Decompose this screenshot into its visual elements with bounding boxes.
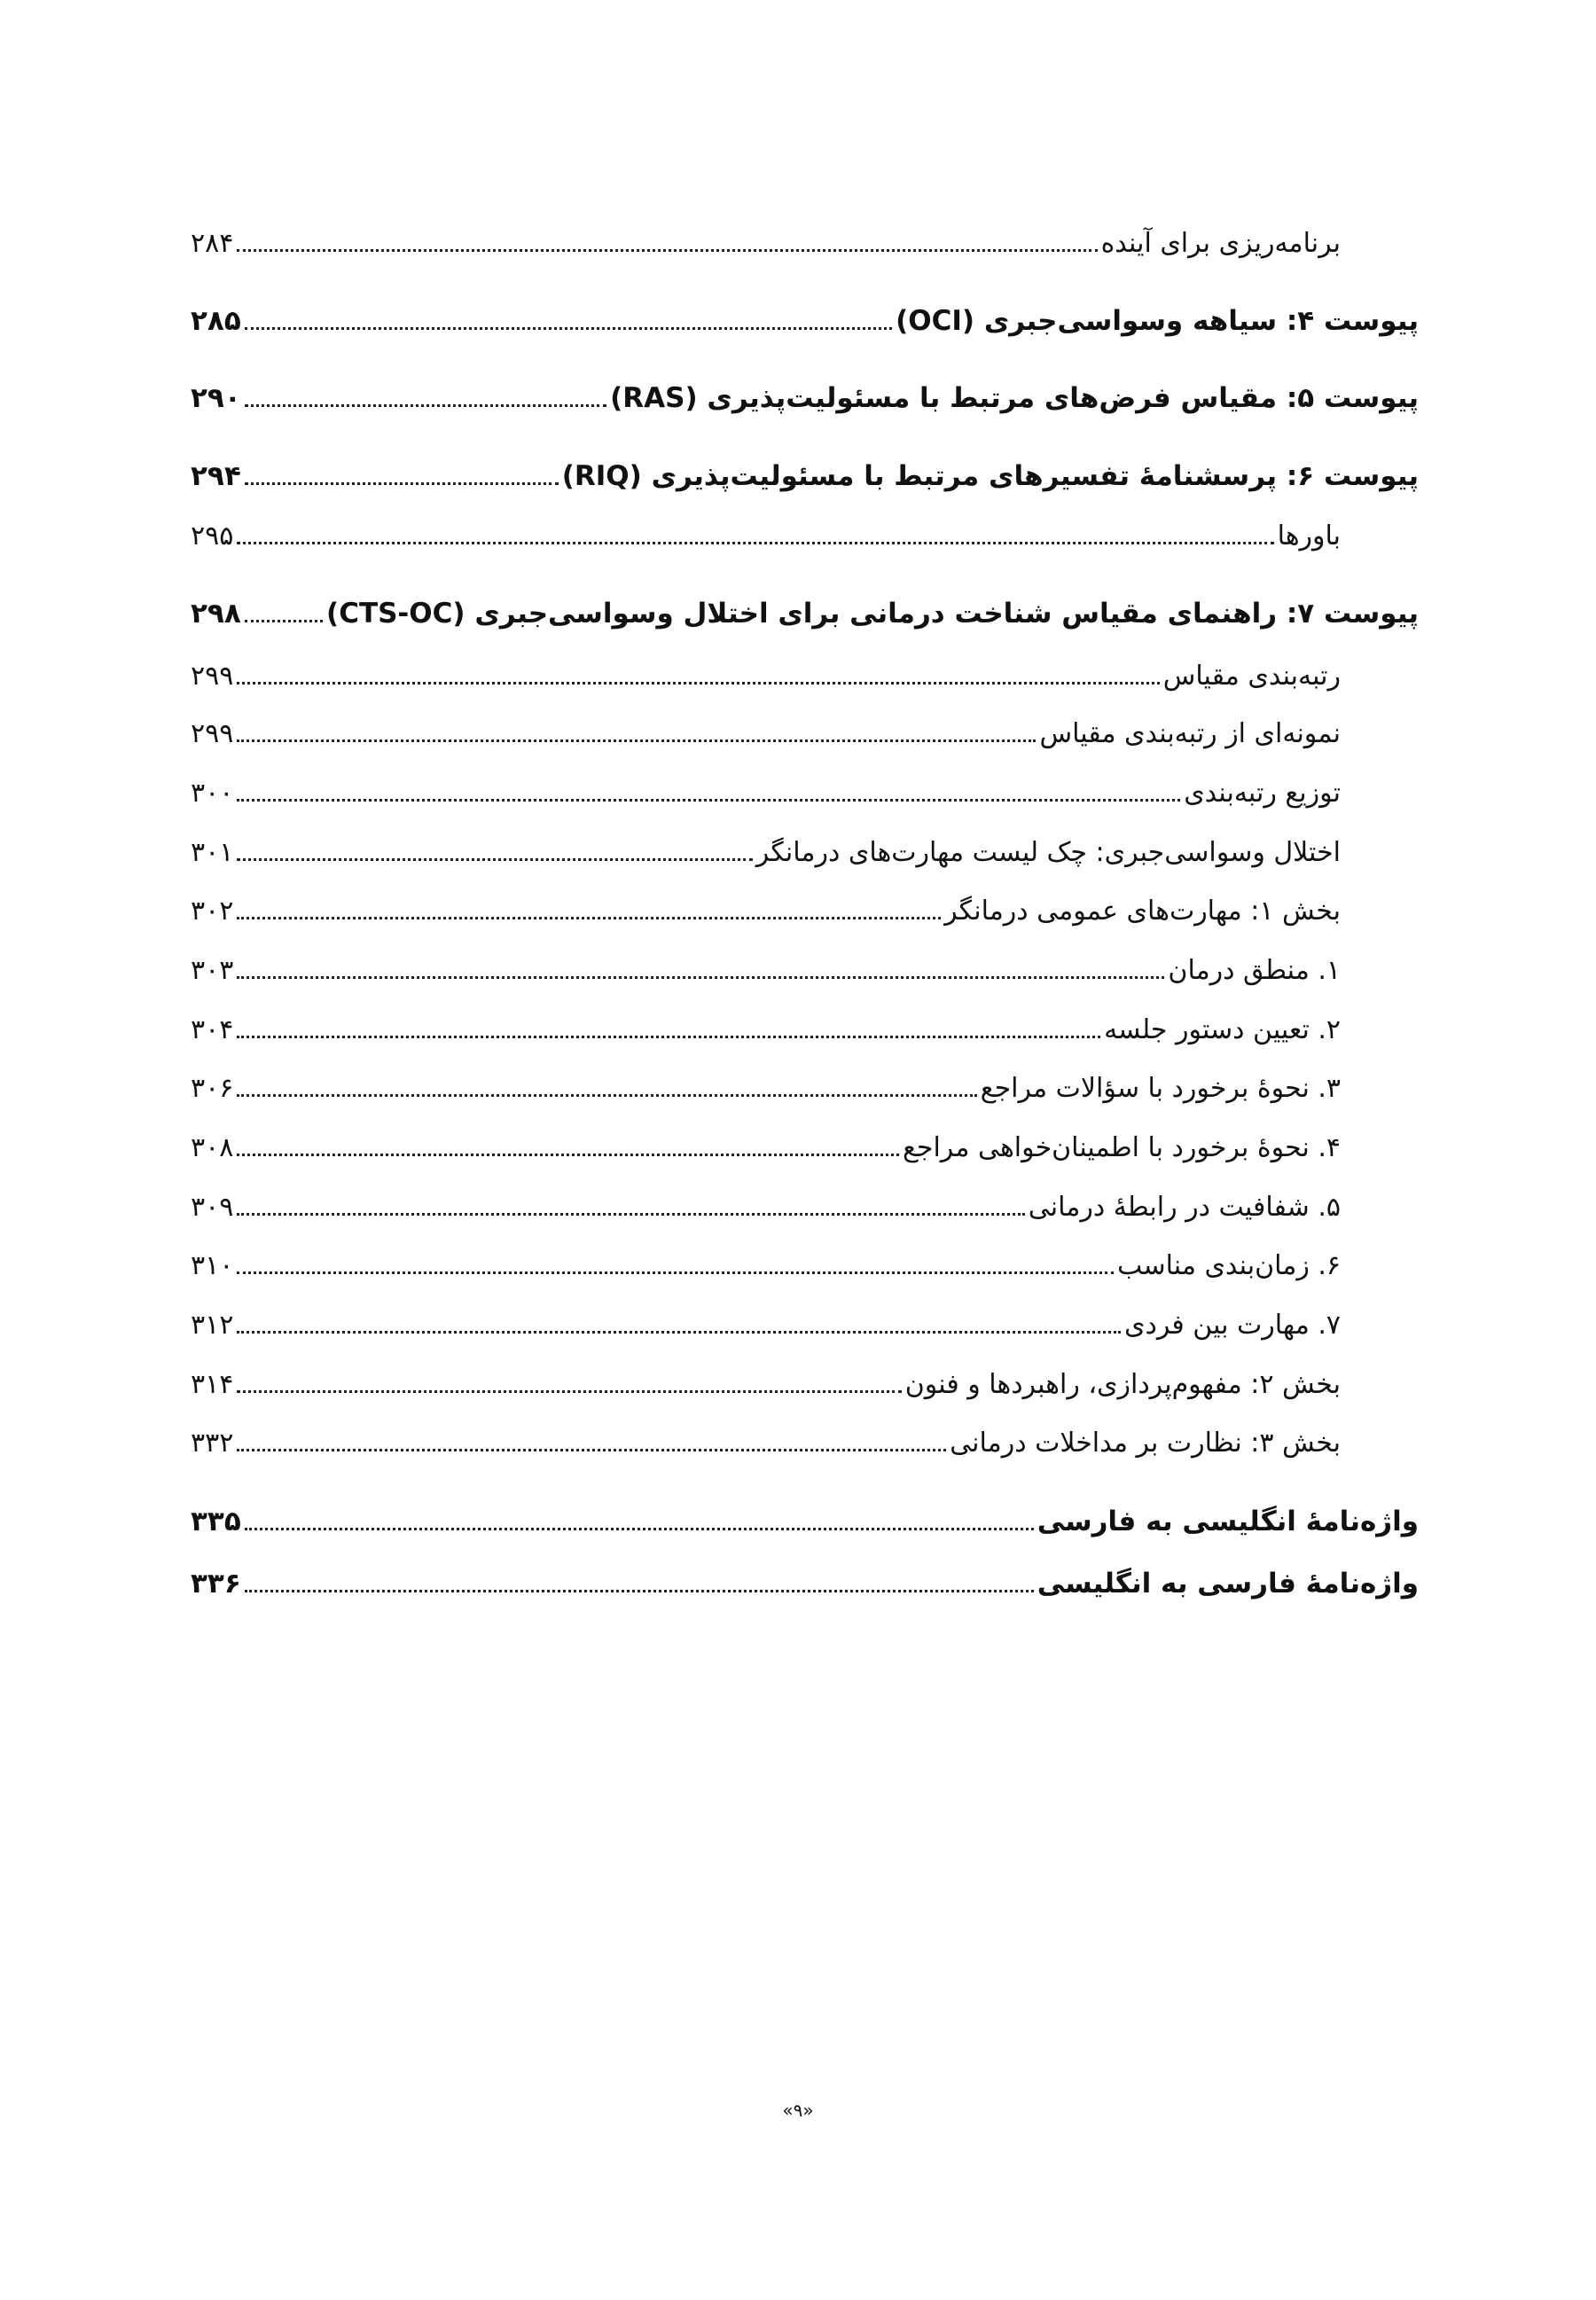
toc-entry[interactable] xyxy=(191,1295,1341,1339)
toc-entry-title: برنامه‌ریزی برای آینده xyxy=(1100,228,1341,259)
toc-entry[interactable] xyxy=(191,1412,1341,1457)
toc-entry[interactable] xyxy=(191,1354,1341,1398)
dot-leader xyxy=(237,858,752,861)
toc-entry[interactable] xyxy=(191,368,1419,412)
toc-entry-page: ۲۹۹ xyxy=(191,718,234,749)
toc-entry-title: رتبه‌بندی مقیاس xyxy=(1162,661,1341,692)
toc-entry-title: توزیع رتبه‌بندی xyxy=(1184,778,1341,809)
toc-entry-page: ۳۰۱ xyxy=(191,837,234,868)
dot-leader xyxy=(237,799,1180,802)
toc-entry-page: ۳۰۰ xyxy=(191,778,234,809)
toc-entry[interactable] xyxy=(191,880,1341,925)
toc-entry[interactable] xyxy=(191,446,1419,490)
toc-entry-page: ۲۸۵ xyxy=(191,305,241,337)
toc-entry[interactable] xyxy=(191,1235,1341,1279)
toc-entry-page: ۳۳۵ xyxy=(191,1506,241,1537)
dot-leader xyxy=(237,682,1159,685)
toc-entry-page: ۲۹۰ xyxy=(191,382,241,414)
toc-entry-title: ۶. زمان‌بندی مناسب xyxy=(1117,1250,1341,1281)
dot-leader xyxy=(245,620,323,622)
toc-entry-title: باورها xyxy=(1277,520,1341,552)
dot-leader xyxy=(245,1590,1034,1592)
toc-entry[interactable] xyxy=(191,1553,1419,1598)
toc-entry[interactable] xyxy=(191,1491,1419,1536)
toc-entry-title: ۴. نحوهٔ برخورد با اطمینان‌خواهی مراجع xyxy=(902,1132,1341,1163)
toc-entry-title: ۵. شفافیت در رابطهٔ درمانی xyxy=(1028,1192,1341,1223)
toc-entry-page: ۳۰۲ xyxy=(191,896,234,927)
dot-leader xyxy=(245,1528,1034,1530)
toc-entry[interactable] xyxy=(191,1058,1341,1102)
dot-leader xyxy=(237,1036,1100,1038)
toc-entry[interactable] xyxy=(191,505,1341,550)
toc-entry-title: اختلال وسواسی‌جبری: چک لیست مهارت‌های درمانگر xyxy=(755,837,1341,868)
toc-entry-page: ۲۹۵ xyxy=(191,520,234,552)
toc-entry-title: ۲. تعیین دستور جلسه xyxy=(1104,1014,1341,1045)
toc-entry-title: ۷. مهارت بین فردی xyxy=(1123,1310,1341,1341)
dot-leader xyxy=(237,739,1036,742)
toc-entry[interactable] xyxy=(191,1117,1341,1162)
toc-entry[interactable] xyxy=(191,822,1341,866)
dot-leader xyxy=(237,1154,899,1156)
dot-leader xyxy=(237,1271,1114,1274)
dot-leader xyxy=(237,542,1273,544)
toc-entry[interactable] xyxy=(191,703,1341,747)
dot-leader xyxy=(237,1094,976,1097)
toc-entry-title: پیوست ۷: راهنمای مقیاس شناخت درمانی برای اختلال وسواسی‌جبری (CTS-OC) xyxy=(326,598,1419,630)
dot-leader xyxy=(237,976,1164,979)
toc-entry-title: واژه‌نامهٔ انگلیسی به فارسی xyxy=(1037,1506,1419,1537)
toc-entry-page: ۳۱۰ xyxy=(191,1250,234,1281)
dot-leader xyxy=(237,1390,901,1393)
toc-entry-title: پیوست ۴: سیاهه وسواسی‌جبری (OCI) xyxy=(896,305,1419,337)
toc-entry[interactable] xyxy=(191,999,1341,1044)
toc-entry-page: ۲۹۹ xyxy=(191,661,234,692)
dot-leader xyxy=(237,1213,1024,1216)
toc-entry-title: ۳. نحوهٔ برخورد با سؤالات مراجع xyxy=(980,1073,1341,1104)
dot-leader xyxy=(245,482,559,485)
toc-entry[interactable] xyxy=(191,291,1419,335)
toc-entry-page: ۳۰۳ xyxy=(191,955,234,986)
toc-entry[interactable] xyxy=(191,940,1341,984)
toc-entry[interactable] xyxy=(191,763,1341,807)
toc-entry-page: ۳۰۴ xyxy=(191,1014,234,1045)
dot-leader xyxy=(245,404,606,407)
toc-entry-title: بخش ۱: مهارت‌های عمومی درمانگر xyxy=(944,896,1341,927)
toc-entry-title: نمونه‌ای از رتبه‌بندی مقیاس xyxy=(1039,718,1341,749)
toc-entry-page: ۳۱۲ xyxy=(191,1310,234,1341)
dot-leader xyxy=(237,1331,1121,1334)
dot-leader xyxy=(237,1449,946,1451)
dot-leader xyxy=(237,917,941,919)
toc-entry-page: ۳۱۴ xyxy=(191,1369,234,1400)
toc-entry-page: ۳۳۶ xyxy=(191,1568,241,1600)
toc-entry-title: واژه‌نامهٔ فارسی به انگلیسی xyxy=(1037,1568,1419,1600)
page-number: «۹» xyxy=(782,2100,814,2121)
toc-entry[interactable] xyxy=(191,213,1341,257)
toc-entry-title: بخش ۲: مفهوم‌پردازی، راهبردها و فنون xyxy=(904,1369,1341,1400)
toc-entry-title: پیوست ۶: پرسشنامهٔ تفسیرهای مرتبط با مسئولیت‌پذیری (RIQ) xyxy=(561,460,1419,492)
toc-entry-title: ۱. منطق درمان xyxy=(1168,955,1341,986)
toc-entry-page: ۳۰۸ xyxy=(191,1132,234,1163)
toc-entry-page: ۳۰۶ xyxy=(191,1073,234,1104)
toc-entry-title: بخش ۳: نظارت بر مداخلات درمانی xyxy=(950,1428,1341,1459)
dot-leader xyxy=(237,249,1097,252)
dot-leader xyxy=(245,327,892,330)
toc-entry-page: ۲۹۴ xyxy=(191,460,241,492)
toc-entry[interactable] xyxy=(191,645,1341,690)
toc-entry-page: ۳۰۹ xyxy=(191,1192,234,1223)
toc-entry-page: ۳۳۲ xyxy=(191,1428,234,1459)
toc-entry[interactable] xyxy=(191,1177,1341,1221)
toc-entry-title: پیوست ۵: مقیاس فرض‌های مرتبط با مسئولیت‌پذیری (RAS) xyxy=(610,382,1419,414)
toc-entry-page: ۲۹۸ xyxy=(191,598,241,630)
toc-entry[interactable] xyxy=(191,583,1419,628)
toc-entry-page: ۲۸۴ xyxy=(191,228,234,259)
